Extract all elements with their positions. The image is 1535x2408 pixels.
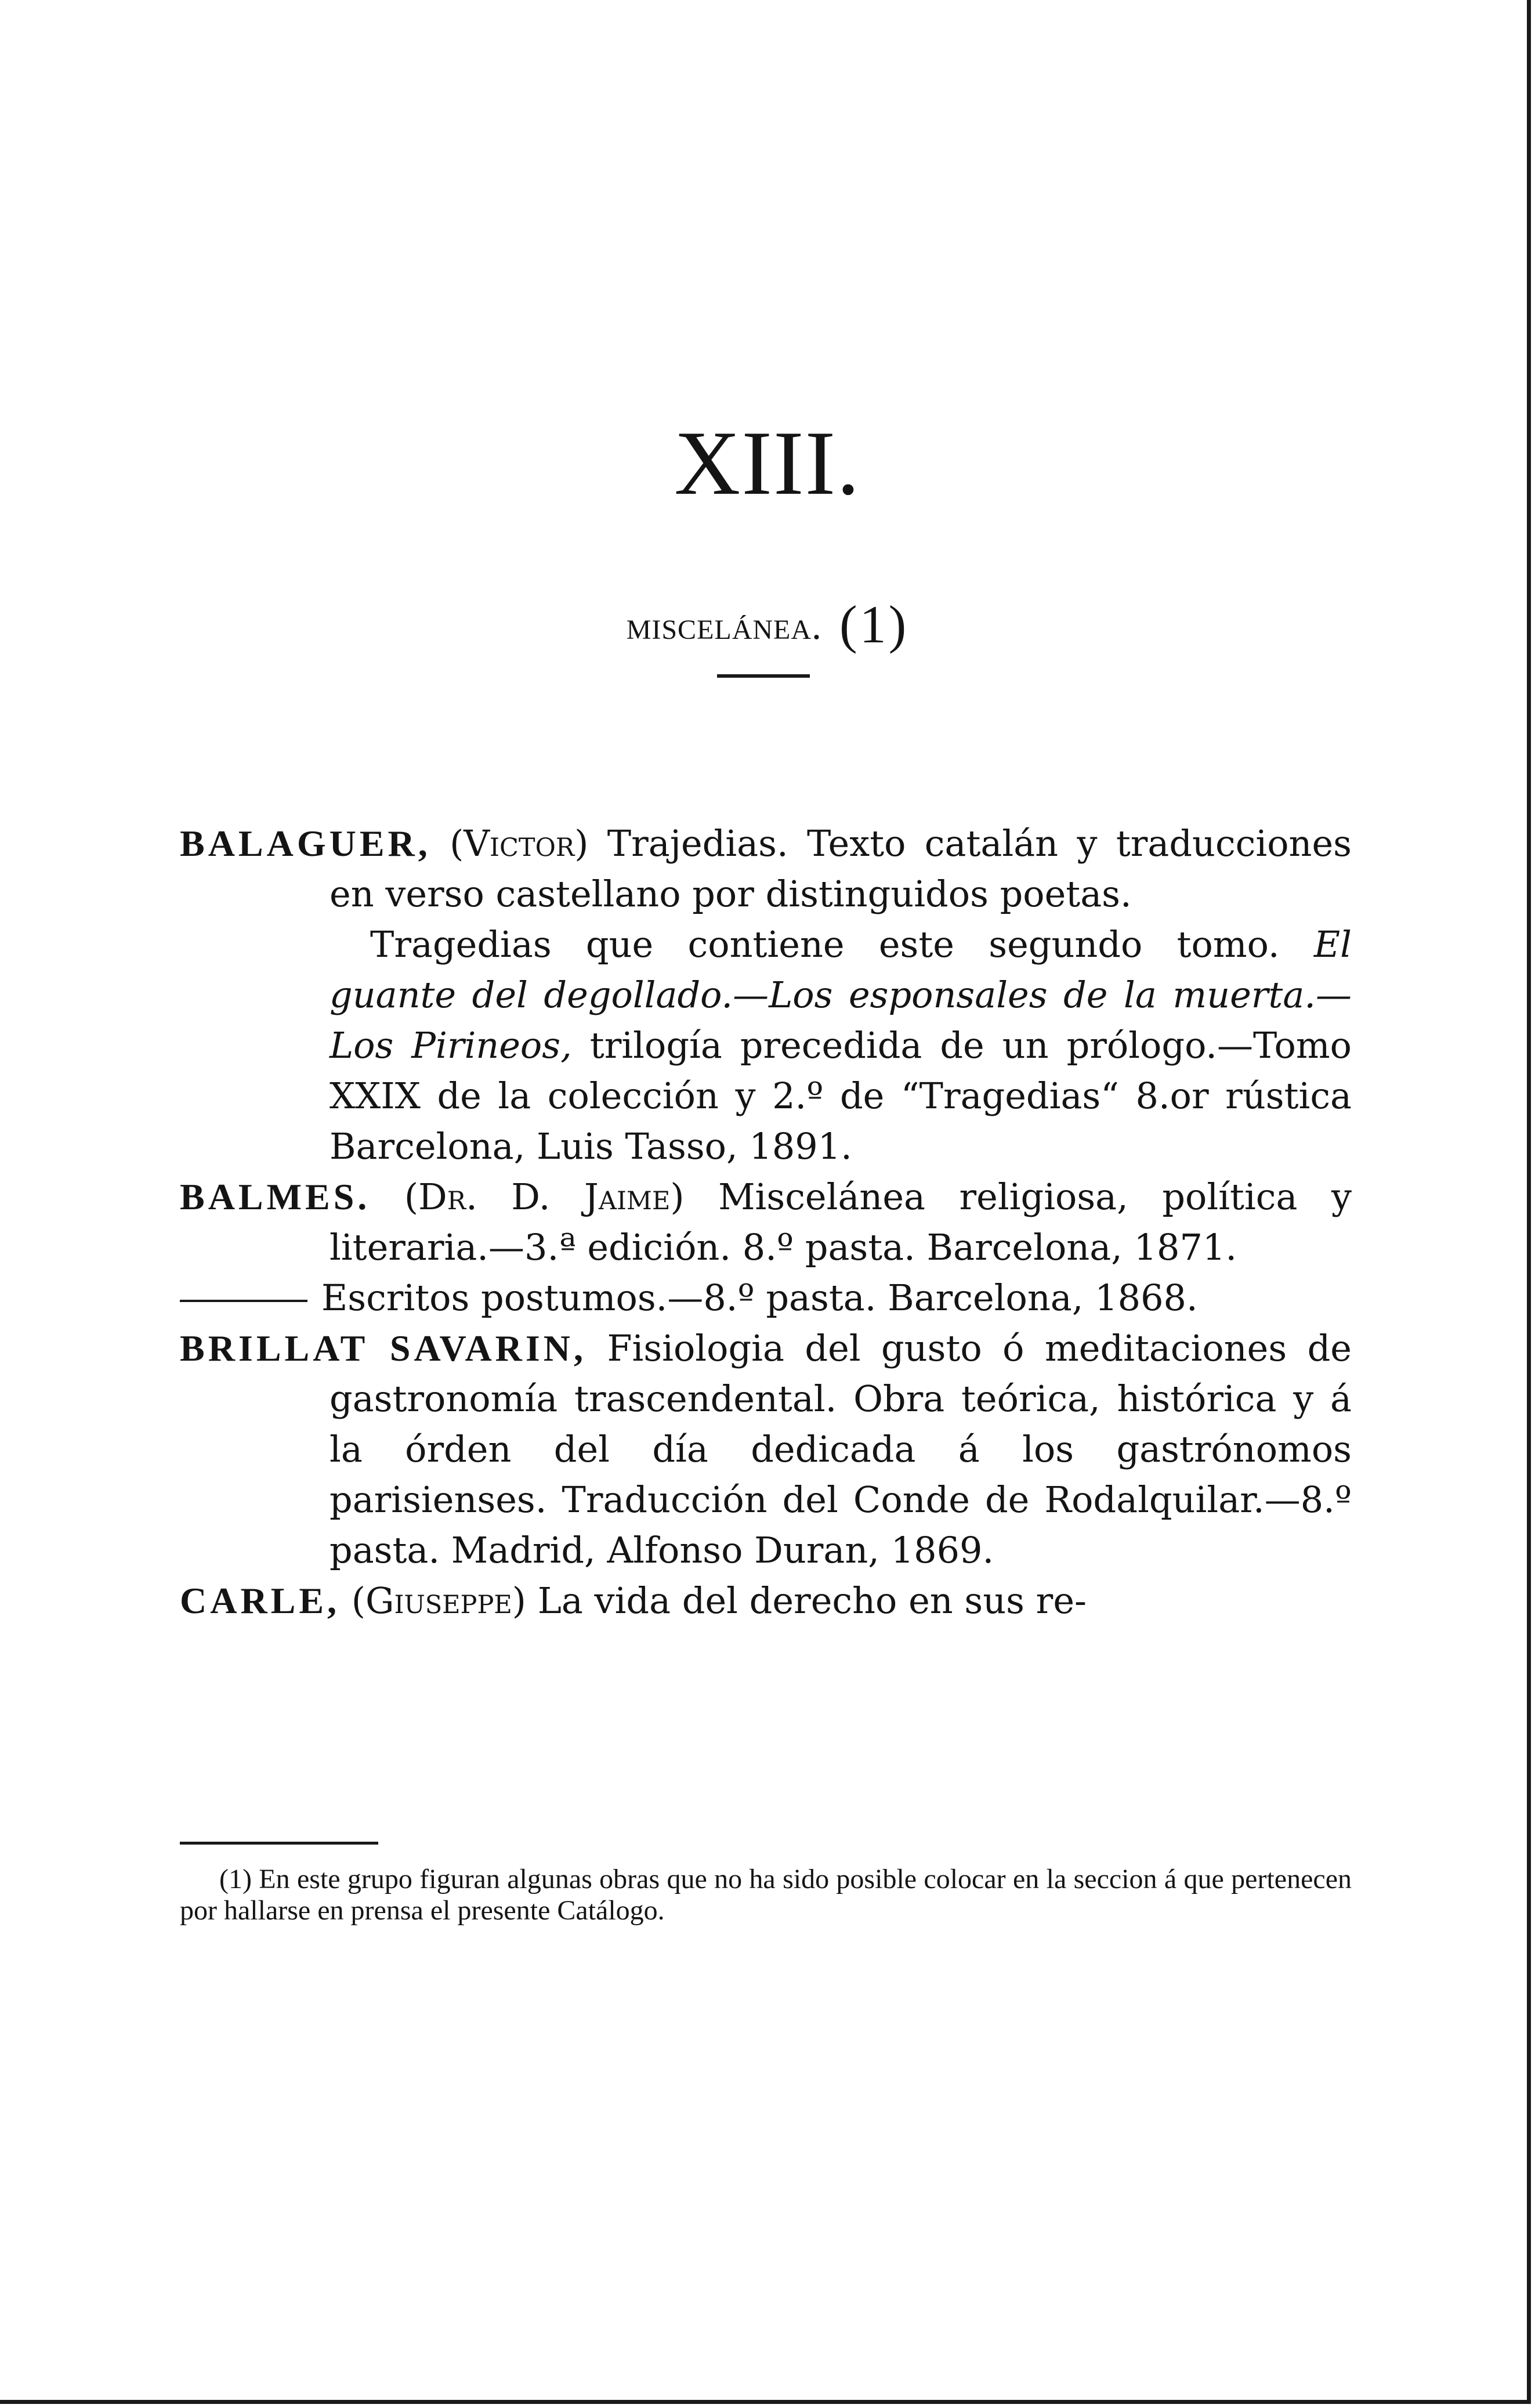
catalog-body [180,818,1352,1626]
entry-author: BALMES. [180,1176,371,1217]
entry-brillat-savarin [180,1323,1352,1575]
entry-given-name: (Victor) [450,822,589,865]
contents-rest: trilogía precedida de un prólogo.—Tomo XXIX de la colección y 2.º de “Tragedias“ 8.or rústica Barcelona, Luis Tasso, 1891. [330,1024,1352,1167]
entry-author: BRILLAT SAVARIN, [180,1328,587,1369]
footnote-rule [180,1842,378,1845]
entry-carle [180,1575,1352,1626]
chapter-title-text: miscelánea. [626,603,823,648]
entry-balaguer-contents [180,919,1352,1172]
contents-titles: El guante del degollado.—Los esponsales de la muerta.—Los Pirineos, [330,923,1352,1066]
entry-text: La vida del derecho en sus re- [537,1579,1087,1622]
entry-balmes-2 [180,1272,1352,1323]
entry-text: Escritos postumos.—8.º pasta. Barcelona, 1868. [321,1277,1198,1319]
ditto-rule [180,1300,307,1302]
chapter-title [0,595,1535,654]
entry-balmes [180,1172,1352,1272]
entry-text: Miscelánea religiosa, política y literaria.—3.ª edición. 8.º pasta. Barcelona, 1871. [330,1176,1352,1268]
contents-intro: Tragedias que contiene este segundo tomo. [370,923,1280,966]
footnote: (1) En este grupo figuran algunas obras que no ha sido posible colocar en la seccion á que pertenecen por hallarse en prensa el presente Catálogo. [180,1864,1352,1926]
entry-balaguer [180,818,1352,919]
entry-given-name: (Giuseppe) [351,1579,526,1622]
entry-author: CARLE, [180,1580,341,1621]
chapter-number: XIII. [674,413,861,514]
footnote-reference: (1) [839,595,909,654]
entry-text: Fisiologia del gusto ó meditaciones de gastronomía trascendental. Obra teórica, histórica y á la órden del día dedicada á los gastrónomos parisienses. Traducción del Conde de Rodalquilar.—8.º pasta. Madrid, Alfonso Duran, 1869. [330,1327,1352,1571]
entry-text: Trajedias. Texto catalán y traducciones en verso castellano por distinguidos poetas. [330,822,1352,915]
title-rule [717,674,810,678]
entry-author: BALAGUER, [180,823,431,864]
entry-given-name: (Dr. D. Jaime) [404,1176,685,1218]
